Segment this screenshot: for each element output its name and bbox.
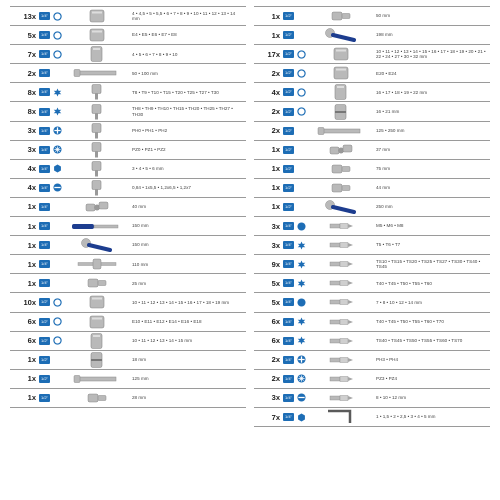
drive-size-badge: 1/2" (283, 50, 294, 58)
tool-row (254, 293, 490, 312)
adapter-icon (306, 7, 376, 25)
pozidriv-icon (52, 145, 62, 155)
quantity-label: 4x (27, 164, 36, 174)
quantity-label: 5x (271, 278, 280, 288)
no-profile-icon (296, 164, 306, 174)
size-spec: T8 • T9 • T10 • T15 • T20 • T25 • T27 • T30 (132, 89, 219, 95)
size-spec: 28 mm (132, 395, 147, 401)
torx-icon (52, 107, 62, 117)
quantity-label: 3x (27, 145, 36, 155)
size-spec: 125 • 250 mm (376, 127, 405, 133)
quantity-label: 2x (271, 126, 280, 136)
size-spec: 1 • 1,5 • 2 • 2,5 • 3 • 4 • 5 mm (376, 414, 436, 420)
no-profile-icon (296, 202, 306, 212)
left-column (10, 6, 246, 495)
drive-size-badge: 1/4" (283, 413, 294, 421)
quantity-label: 1x (27, 221, 36, 231)
tool-row (254, 179, 490, 198)
quantity-label: 1x (271, 202, 280, 212)
size-spec: T40 • T45 • T50 • T55 • T60 (376, 280, 432, 286)
tool-row (254, 160, 490, 179)
size-spec: 50 • 100 mm (132, 70, 158, 76)
deep-socket-icon (306, 83, 376, 101)
torx-icon (296, 278, 306, 288)
size-spec: 16 • 21 mm (376, 108, 400, 114)
no-profile-icon (296, 145, 306, 155)
drive-size-badge: 1/4" (283, 318, 294, 326)
deep-socket-icon (62, 332, 132, 350)
size-spec: 250 mm (376, 204, 393, 210)
bit-icon (306, 313, 376, 331)
tool-row (10, 198, 246, 217)
socket-icon (62, 26, 132, 44)
no-profile-icon (52, 221, 62, 231)
bit-socket-icon (62, 122, 132, 140)
size-spec: T40 • T45 • T50 • T55 • T60 • T70 (376, 318, 444, 324)
tool-row (254, 198, 490, 217)
quantity-label: 2x (271, 107, 280, 117)
socket-icon (62, 313, 132, 331)
tool-row (10, 45, 246, 64)
tool-row (254, 274, 490, 293)
drive-size-badge: 1/2" (283, 31, 294, 39)
hex-6-icon (52, 317, 62, 327)
quantity-label: 1x (271, 30, 280, 40)
size-spec: PH3 • PH4 (376, 357, 399, 363)
quantity-label: 1x (27, 374, 36, 384)
bit-icon (306, 293, 376, 311)
size-spec: PZ3 • PZ4 (376, 376, 398, 382)
ratchet-icon (62, 236, 132, 254)
size-spec: E20 • E24 (376, 70, 397, 76)
size-spec: 44 mm (376, 185, 391, 191)
no-profile-icon (52, 68, 62, 78)
size-spec: 16 • 17 • 18 • 19 • 22 mm (376, 89, 428, 95)
size-spec: 18 mm (132, 357, 147, 363)
size-spec: PH0 • PH1 • PH2 (132, 127, 168, 133)
quantity-label: 1x (27, 278, 36, 288)
drive-size-badge: 1/2" (39, 298, 50, 306)
hex-key-icon (52, 164, 62, 174)
tool-row (10, 255, 246, 274)
hex-6-icon (52, 297, 62, 307)
drive-size-badge: 1/4" (39, 108, 50, 116)
quantity-label: 1x (27, 259, 36, 269)
phillips-icon (296, 355, 306, 365)
quantity-label: 2x (27, 68, 36, 78)
bit-socket-icon (62, 83, 132, 101)
right-column (254, 6, 490, 495)
quantity-label: 1x (271, 164, 280, 174)
size-spec: 150 mm (132, 242, 149, 248)
drive-size-badge: 1/2" (283, 165, 294, 173)
phillips-icon (52, 126, 62, 136)
tool-row (10, 217, 246, 236)
tool-row (10, 370, 246, 389)
size-spec: 7 • 8 • 10 • 12 • 14 mm (376, 299, 423, 305)
bit-socket-icon (62, 179, 132, 197)
size-spec: 125 mm (132, 376, 149, 382)
drive-size-badge: 1/2" (39, 318, 50, 326)
quantity-label: 7x (271, 412, 280, 422)
size-spec: 3 • 4 • 5 • 6 mm (132, 166, 164, 172)
tool-row (254, 217, 490, 236)
quantity-label: 4x (271, 87, 280, 97)
quantity-label: 9x (271, 259, 280, 269)
hex-6-icon (296, 87, 306, 97)
hex-6-icon (296, 107, 306, 117)
hex-6-icon (52, 49, 62, 59)
no-profile-icon (52, 374, 62, 384)
tool-row (254, 7, 490, 26)
tool-row (254, 26, 490, 45)
spinner-handle-icon (62, 217, 132, 235)
tool-set-contents-sheet (10, 6, 490, 496)
drive-size-badge: 1/2" (39, 375, 50, 383)
bit-socket-icon (62, 141, 132, 159)
quantity-label: 1x (271, 183, 280, 193)
size-spec: 4 • 5 • 6 • 7 • 8 • 9 • 10 (132, 51, 178, 57)
quantity-label: 1x (27, 202, 36, 212)
bit-icon (306, 351, 376, 369)
tool-row (10, 26, 246, 45)
extension-bar-icon (306, 122, 376, 140)
slotted-icon (52, 183, 62, 193)
tool-row (10, 141, 246, 160)
quantity-label: 2x (271, 68, 280, 78)
no-profile-icon (296, 126, 306, 136)
size-spec: TS40 • TS45 • TS50 • TS55 • TS60 • TS70 (376, 337, 463, 343)
size-spec: 37 mm (376, 147, 391, 152)
tool-row (254, 141, 490, 160)
hex-6-icon (296, 68, 306, 78)
tool-row (254, 122, 490, 141)
tool-row (254, 236, 490, 255)
universal-joint-icon (306, 141, 376, 159)
spark-plug-socket-icon (62, 351, 132, 369)
tool-row (254, 332, 490, 351)
tool-row (10, 389, 246, 408)
drive-size-badge: 1/4" (39, 50, 50, 58)
quantity-label: 6x (271, 336, 280, 346)
drive-size-badge: 1/4" (283, 356, 294, 364)
drive-size-badge: 1/2" (283, 203, 294, 211)
tool-row (254, 83, 490, 102)
quantity-label: 4x (27, 183, 36, 193)
hex-6-icon (52, 11, 62, 21)
drive-size-badge: 1/2" (283, 88, 294, 96)
drive-size-badge: 1/2" (39, 394, 50, 402)
size-spec: E10 • E11 • E12 • E14 • E16 • E18 (132, 318, 202, 324)
drive-size-badge: 1/2" (283, 12, 294, 20)
bit-icon (306, 217, 376, 235)
torx-icon (296, 336, 306, 346)
deep-socket-icon (62, 45, 132, 63)
quantity-label: 6x (27, 336, 36, 346)
quantity-label: 6x (271, 317, 280, 327)
spark-plug-socket-icon (306, 103, 376, 121)
bit-socket-icon (62, 160, 132, 178)
quantity-label: 17x (267, 49, 280, 59)
quantity-label: 6x (27, 317, 36, 327)
adapter-icon (62, 274, 132, 292)
drive-size-badge: 1/2" (39, 356, 50, 364)
hex-6-icon (52, 30, 62, 40)
drive-size-badge: 1/4" (283, 241, 294, 249)
drive-size-badge: 1/2" (283, 108, 294, 116)
tool-row (254, 102, 490, 121)
bit-icon (306, 389, 376, 407)
ratchet-icon (306, 26, 376, 44)
bit-socket-icon (62, 103, 132, 121)
tool-row (10, 332, 246, 351)
bit-icon (306, 332, 376, 350)
hex-key-icon (296, 412, 306, 422)
size-spec: 10 • 11 • 12 • 13 • 14 • 15 mm (132, 337, 193, 343)
drive-size-badge: 1/4" (39, 146, 50, 154)
no-profile-icon (296, 30, 306, 40)
adapter-icon (62, 389, 132, 407)
size-spec: 198 mm (376, 32, 393, 38)
bit-icon (306, 236, 376, 254)
tool-row (10, 293, 246, 312)
tool-row (10, 313, 246, 332)
tool-row (10, 274, 246, 293)
quantity-label: 1x (27, 355, 36, 365)
quantity-label: 3x (271, 240, 280, 250)
tool-row (10, 7, 246, 26)
quantity-label: 13x (23, 11, 36, 21)
drive-size-badge: 1/4" (283, 337, 294, 345)
tool-row (254, 370, 490, 389)
drive-size-badge: 1/4" (39, 127, 50, 135)
size-spec: E4 • E5 • E6 • E7 • E8 (132, 32, 177, 38)
quantity-label: 3x (27, 126, 36, 136)
drive-size-badge: 1/4" (39, 203, 50, 211)
torx-icon (296, 317, 306, 327)
hex-6-icon (296, 49, 306, 59)
bit-icon (306, 255, 376, 273)
quantity-label: 7x (27, 49, 36, 59)
universal-joint-icon (62, 198, 132, 216)
tool-row (10, 102, 246, 121)
hex-6-icon (52, 336, 62, 346)
socket-icon (62, 293, 132, 311)
size-spec: 25 mm (132, 280, 147, 286)
size-spec: T5 • T6 • T7 (376, 242, 401, 248)
socket-icon (306, 45, 376, 63)
quantity-label: 8x (27, 87, 36, 97)
size-spec: 8 • 10 • 12 mm (376, 395, 407, 401)
drive-size-badge: 1/4" (39, 241, 50, 249)
extension-bar-icon (62, 64, 132, 82)
quantity-label: 1x (271, 11, 280, 21)
socket-icon (306, 64, 376, 82)
tool-row (254, 255, 490, 274)
drive-size-badge: 1/4" (283, 260, 294, 268)
size-spec: 40 mm (132, 204, 147, 210)
tool-row (254, 389, 490, 408)
quantity-label: 5x (271, 297, 280, 307)
quantity-label: 1x (27, 240, 36, 250)
size-spec: 10 • 11 • 12 • 13 • 14 • 15 • 16 • 17 • 18 • 19 • 20 • 21 • 22 • 24 • 27 • 30 • 32 mm (376, 48, 486, 60)
no-profile-icon (52, 202, 62, 212)
size-spec: TS10 • TS15 • TS20 • TS25 • TS27 • TS30 • TS40 • TS45 (376, 258, 481, 270)
drive-size-badge: 1/4" (283, 394, 294, 402)
tool-row (10, 83, 246, 102)
tool-row (254, 64, 490, 83)
size-spec: 10 • 11 • 12 • 13 • 14 • 15 • 16 • 17 • 18 • 19 mm (132, 299, 230, 305)
drive-size-badge: 1/2" (283, 146, 294, 154)
bit-icon (306, 274, 376, 292)
drive-size-badge: 1/4" (283, 222, 294, 230)
tool-row (10, 64, 246, 83)
ratchet-icon (306, 198, 376, 216)
adapter-icon (306, 160, 376, 178)
no-profile-icon (52, 259, 62, 269)
size-spec: TH8 • TH9 • TH10 • TH15 • TH20 • TH25 • TH27 • TH30 (132, 106, 233, 117)
tool-row (10, 160, 246, 179)
size-spec: 75 mm (376, 166, 391, 172)
spline-icon (296, 221, 306, 231)
drive-size-badge: 1/4" (39, 88, 50, 96)
drive-size-badge: 1/4" (283, 298, 294, 306)
quantity-label: 3x (271, 393, 280, 403)
drive-size-badge: 1/4" (39, 222, 50, 230)
no-profile-icon (52, 240, 62, 250)
adapter-icon (306, 179, 376, 197)
drive-size-badge: 1/4" (283, 279, 294, 287)
tool-row (254, 45, 490, 64)
torx-icon (296, 259, 306, 269)
tool-row (254, 313, 490, 332)
no-profile-icon (296, 11, 306, 21)
torx-icon (296, 240, 306, 250)
tool-row (254, 408, 490, 427)
size-spec: PZ0 • PZ1 • PZ2 (132, 147, 166, 152)
tool-row (10, 236, 246, 255)
quantity-label: 8x (27, 107, 36, 117)
drive-size-badge: 1/2" (283, 69, 294, 77)
spline-icon (296, 297, 306, 307)
no-profile-icon (52, 278, 62, 288)
quantity-label: 2x (271, 355, 280, 365)
bit-icon (306, 370, 376, 388)
socket-icon (62, 7, 132, 25)
pozidriv-icon (296, 374, 306, 384)
no-profile-icon (52, 355, 62, 365)
quantity-label: 2x (271, 374, 280, 384)
size-spec: 50 mm (376, 13, 391, 19)
quantity-label: 1x (271, 145, 280, 155)
t-bar-icon (62, 255, 132, 273)
no-profile-icon (52, 393, 62, 403)
drive-size-badge: 1/4" (39, 31, 50, 39)
no-profile-icon (296, 183, 306, 193)
tool-row (254, 351, 490, 370)
drive-size-badge: 1/4" (39, 69, 50, 77)
drive-size-badge: 1/4" (283, 375, 294, 383)
size-spec: 110 mm (132, 261, 149, 267)
drive-size-badge: 1/2" (283, 184, 294, 192)
hex-key-icon (306, 408, 376, 426)
drive-size-badge: 1/4" (39, 12, 50, 20)
drive-size-badge: 1/4" (39, 184, 50, 192)
tool-row (10, 351, 246, 370)
extension-bar-icon (62, 370, 132, 388)
quantity-label: 5x (27, 30, 36, 40)
size-spec: 0,84 • 1x5,5 • 1,2x6,5 • 1,2x7 (132, 185, 191, 191)
torx-icon (52, 87, 62, 97)
tool-row (10, 179, 246, 198)
quantity-label: 1x (27, 393, 36, 403)
quantity-label: 10x (23, 297, 36, 307)
drive-size-badge: 1/2" (283, 127, 294, 135)
slotted-icon (296, 393, 306, 403)
quantity-label: 3x (271, 221, 280, 231)
size-spec: 150 mm (132, 223, 149, 229)
drive-size-badge: 1/4" (39, 165, 50, 173)
drive-size-badge: 1/2" (39, 337, 50, 345)
drive-size-badge: 1/4" (39, 279, 50, 287)
tool-row (10, 122, 246, 141)
size-spec: 4 • 4,5 • 5 • 5,5 • 6 • 7 • 8 • 9 • 10 • 11 • 12 • 13 • 14 mm (132, 10, 236, 22)
drive-size-badge: 1/4" (39, 260, 50, 268)
size-spec: M5 • M6 • M8 (376, 223, 404, 229)
